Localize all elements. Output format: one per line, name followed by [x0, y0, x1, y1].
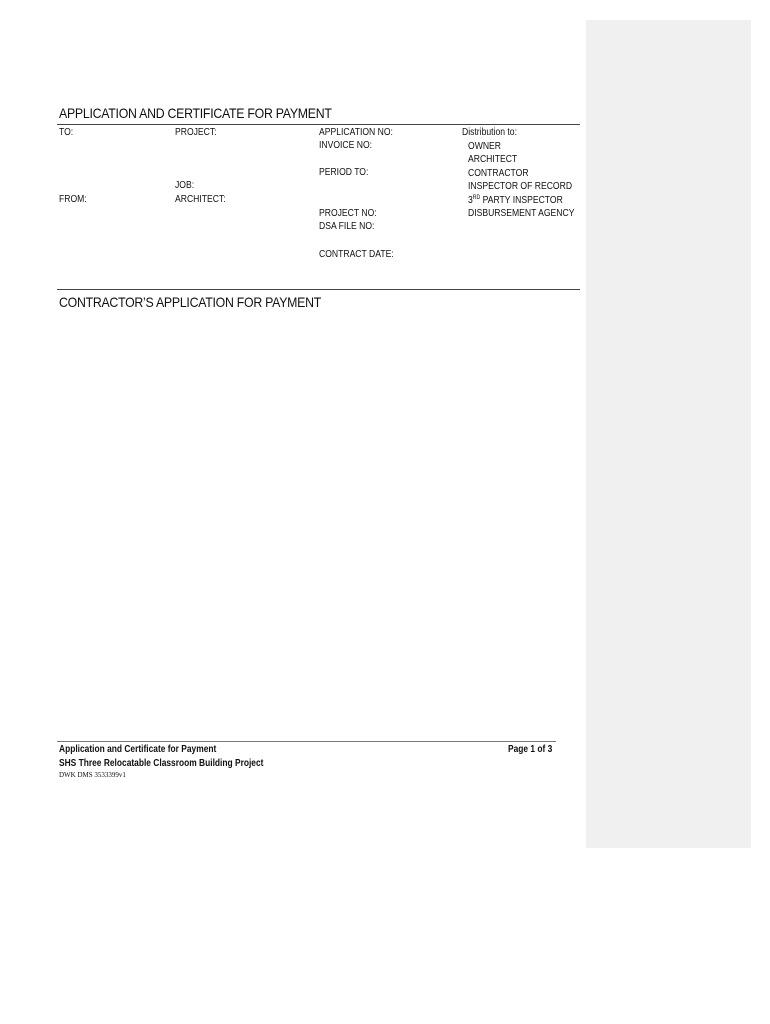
distribution-list — [462, 126, 574, 221]
distribution-disbursement-agency: DISBURSEMENT AGENCY — [468, 208, 575, 219]
section-title: CONTRACTOR’S APPLICATION FOR PAYMENT — [59, 294, 322, 310]
third-party-number: 3 — [468, 194, 473, 206]
from-label: FROM: — [59, 194, 87, 205]
footer-document-name: Application and Certificate for Payment — [59, 744, 217, 755]
distribution-heading: Distribution to: — [462, 127, 517, 138]
invoice-no-label: INVOICE NO: — [319, 140, 373, 151]
project-label: PROJECT: — [175, 127, 217, 138]
distribution-third-party-inspector — [462, 194, 574, 208]
distribution-contractor: CONTRACTOR — [468, 167, 529, 179]
side-panel — [586, 20, 751, 848]
distribution-owner: OWNER — [468, 140, 501, 152]
application-no-label: APPLICATION NO: — [319, 127, 393, 138]
period-to-label: PERIOD TO: — [319, 167, 369, 178]
to-label: TO: — [59, 127, 74, 138]
dsa-file-no-label: DSA FILE NO: — [319, 221, 375, 232]
third-party-label: PARTY INSPECTOR — [480, 194, 563, 206]
main-title: APPLICATION AND CERTIFICATE FOR PAYMENT — [59, 105, 332, 121]
distribution-inspector-of-record: INSPECTOR OF RECORD — [468, 181, 573, 192]
footer-page-number: Page 1 of 3 — [508, 744, 553, 755]
architect-label: ARCHITECT: — [175, 194, 226, 205]
footer-rule — [57, 741, 556, 742]
project-no-label: PROJECT NO: — [319, 208, 377, 219]
footer-project-name: SHS Three Relocatable Classroom Building Project — [59, 758, 264, 769]
footer-dms-id: DWK DMS 3533399v1 — [59, 771, 126, 779]
job-label: JOB: — [175, 180, 195, 191]
contract-date-label: CONTRACT DATE: — [319, 249, 394, 260]
third-party-superscript: RD — [472, 194, 481, 201]
title-rule — [57, 124, 580, 125]
section-rule — [57, 289, 580, 290]
distribution-architect: ARCHITECT — [468, 154, 518, 165]
